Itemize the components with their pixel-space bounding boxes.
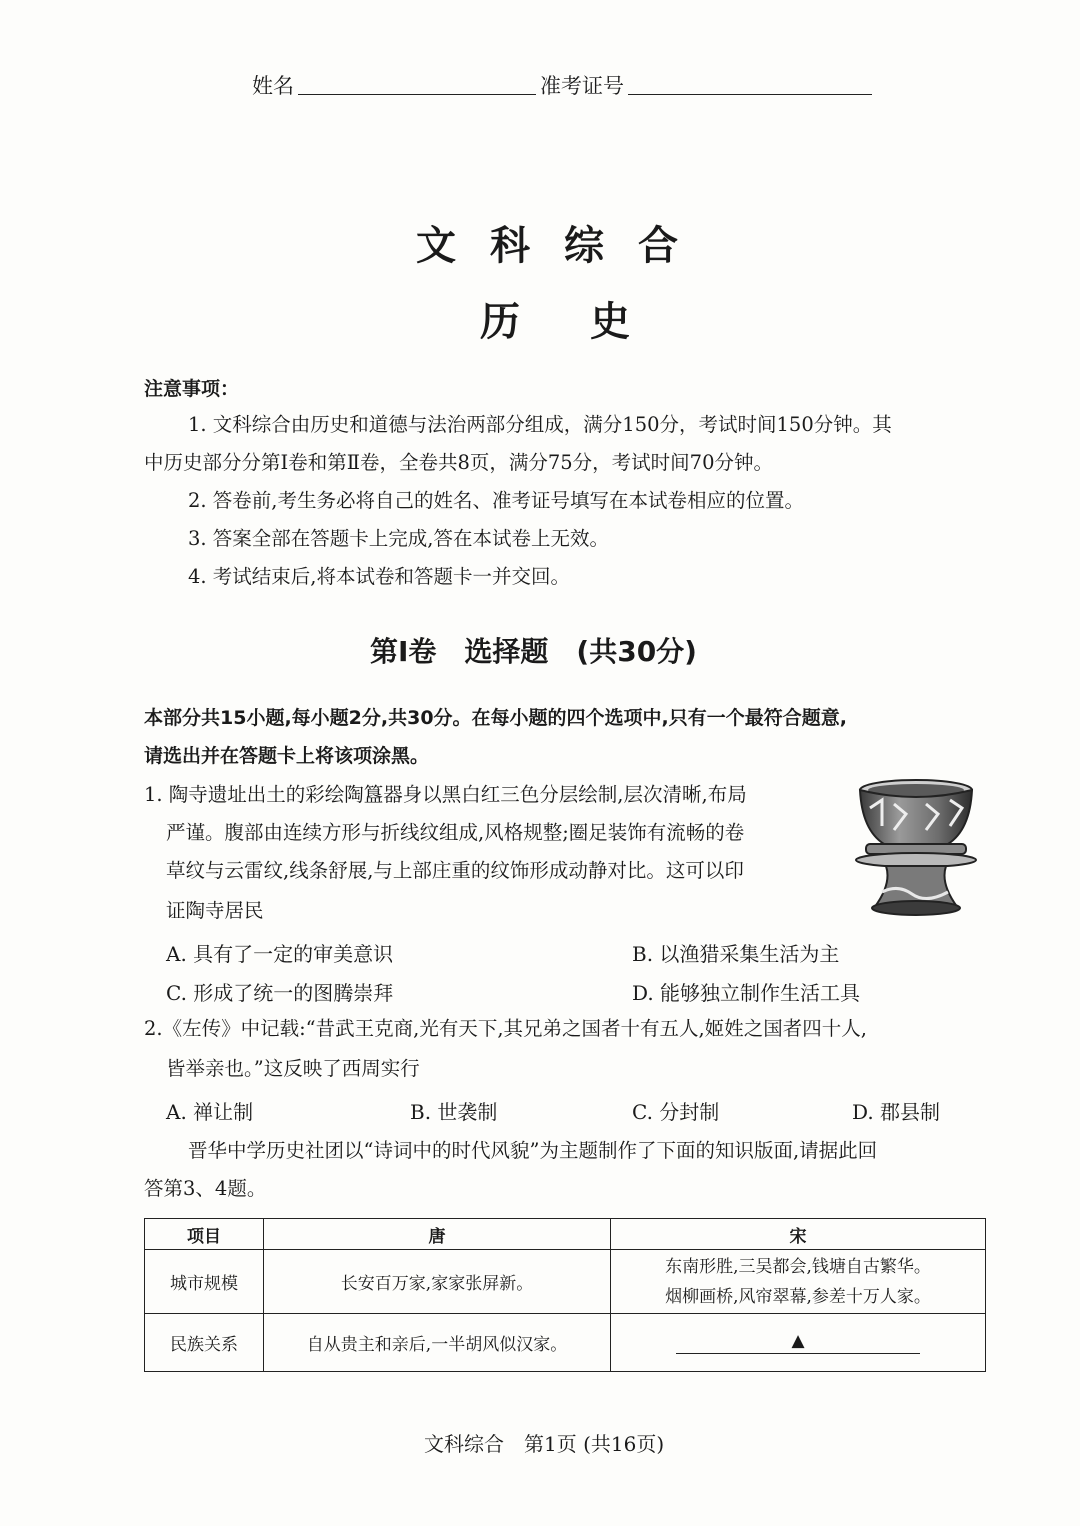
table-header-row: [145, 1219, 986, 1250]
q2-option-b[interactable]: B. 世袭制: [410, 1100, 498, 1124]
row-label-ethnic-relations: 民族关系: [145, 1314, 264, 1372]
q2-line-1: 2.《左传》中记载:“昔武王克商,光有天下,其兄弟之国者十有五人,姬姓之国者四十人,: [144, 1017, 867, 1040]
triangle-marker-icon: ▲: [791, 1331, 805, 1351]
cell-tang-ethnic: 自从贵主和亲后,一半胡风似汉家。: [264, 1314, 611, 1372]
page-footer: 文科综合 第1页 (共16页): [424, 1432, 665, 1456]
cell-song-city-line-1: 东南形胜,三吴都会,钱塘自古繁华。: [665, 1256, 931, 1277]
q1-line-3: 草纹与云雷纹,线条舒展,与上部庄重的纹饰形成动静对比。这可以印: [166, 859, 744, 882]
q1-line-2: 严谨。腹部由连续方形与折线纹组成,风格规整;圈足装饰有流畅的卷: [166, 821, 745, 844]
page-subtitle: 历史: [480, 299, 700, 345]
q1-option-a[interactable]: A. 具有了一定的审美意识: [166, 942, 394, 966]
cell-tang-city: 长安百万家,家家张屏新。: [264, 1250, 611, 1314]
q1-option-d[interactable]: D. 能够独立制作生活工具: [632, 981, 861, 1005]
painted-pottery-gui-image: [852, 774, 982, 920]
cell-song-city: [611, 1250, 986, 1314]
notice-item-3: 3. 答案全部在答题卡上完成,答在本试卷上无效。: [188, 527, 610, 550]
exam-id-field[interactable]: [628, 72, 872, 95]
notice-item-1-line-2: 中历史部分分第Ⅰ卷和第Ⅱ卷，全卷共8页，满分75分，考试时间70分钟。: [144, 451, 773, 474]
page-title: 文科综合: [416, 223, 712, 269]
q2-line-2: 皆举亲也。”这反映了西周实行: [166, 1057, 420, 1080]
notice-heading: 注意事项：: [144, 378, 240, 400]
section-intro-line-1: 本部分共15小题,每小题2分,共30分。在每小题的四个选项中,只有一个最符合题意,: [144, 707, 847, 729]
name-field[interactable]: [298, 72, 536, 95]
cell-song-city-line-2: 烟柳画桥,风帘翠幕,参差十万人家。: [665, 1286, 931, 1307]
table-header-item: 项目: [145, 1219, 264, 1250]
table-header-tang: 唐: [264, 1219, 611, 1250]
section-intro-line-2: 请选出并在答题卡上将该项涂黑。: [144, 745, 430, 767]
name-label: 姓名: [252, 74, 294, 98]
q1-option-b[interactable]: B. 以渔猎采集生活为主: [632, 942, 840, 966]
q34-intro-line-1: 晋华中学历史社团以“诗词中的时代风貌”为主题制作了下面的知识版面,请据此回: [188, 1139, 878, 1162]
q2-option-c[interactable]: C. 分封制: [632, 1100, 720, 1124]
notice-item-4: 4. 考试结束后,将本试卷和答题卡一并交回。: [188, 565, 571, 588]
knowledge-table: [144, 1218, 986, 1372]
q1-line-4: 证陶寺居民: [166, 899, 264, 922]
q1-line-1: 1. 陶寺遗址出土的彩绘陶簋器身以黑白红三色分层绘制,层次清晰,布局: [144, 783, 747, 806]
q2-option-a[interactable]: A. 禅让制: [166, 1100, 254, 1124]
q2-option-d[interactable]: D. 郡县制: [852, 1100, 941, 1124]
table-row: [145, 1250, 986, 1314]
row-label-city-scale: 城市规模: [145, 1250, 264, 1314]
table-row: [145, 1314, 986, 1372]
q34-intro-line-2: 答第3、4题。: [144, 1177, 267, 1200]
answer-blank[interactable]: [676, 1331, 920, 1354]
notice-item-1-line-1: 1. 文科综合由历史和道德与法治两部分组成，满分150分，考试时间150分钟。其: [188, 413, 892, 436]
table-header-song: 宋: [611, 1219, 986, 1250]
cell-song-ethnic: [611, 1314, 986, 1372]
exam-id-label: 准考证号: [540, 74, 624, 98]
section-heading: 第Ⅰ卷 选择题 (共30分): [370, 635, 697, 668]
notice-item-2: 2. 答卷前,考生务必将自己的姓名、准考证号填写在本试卷相应的位置。: [188, 489, 805, 512]
q1-option-c[interactable]: C. 形成了统一的图腾崇拜: [166, 981, 394, 1005]
